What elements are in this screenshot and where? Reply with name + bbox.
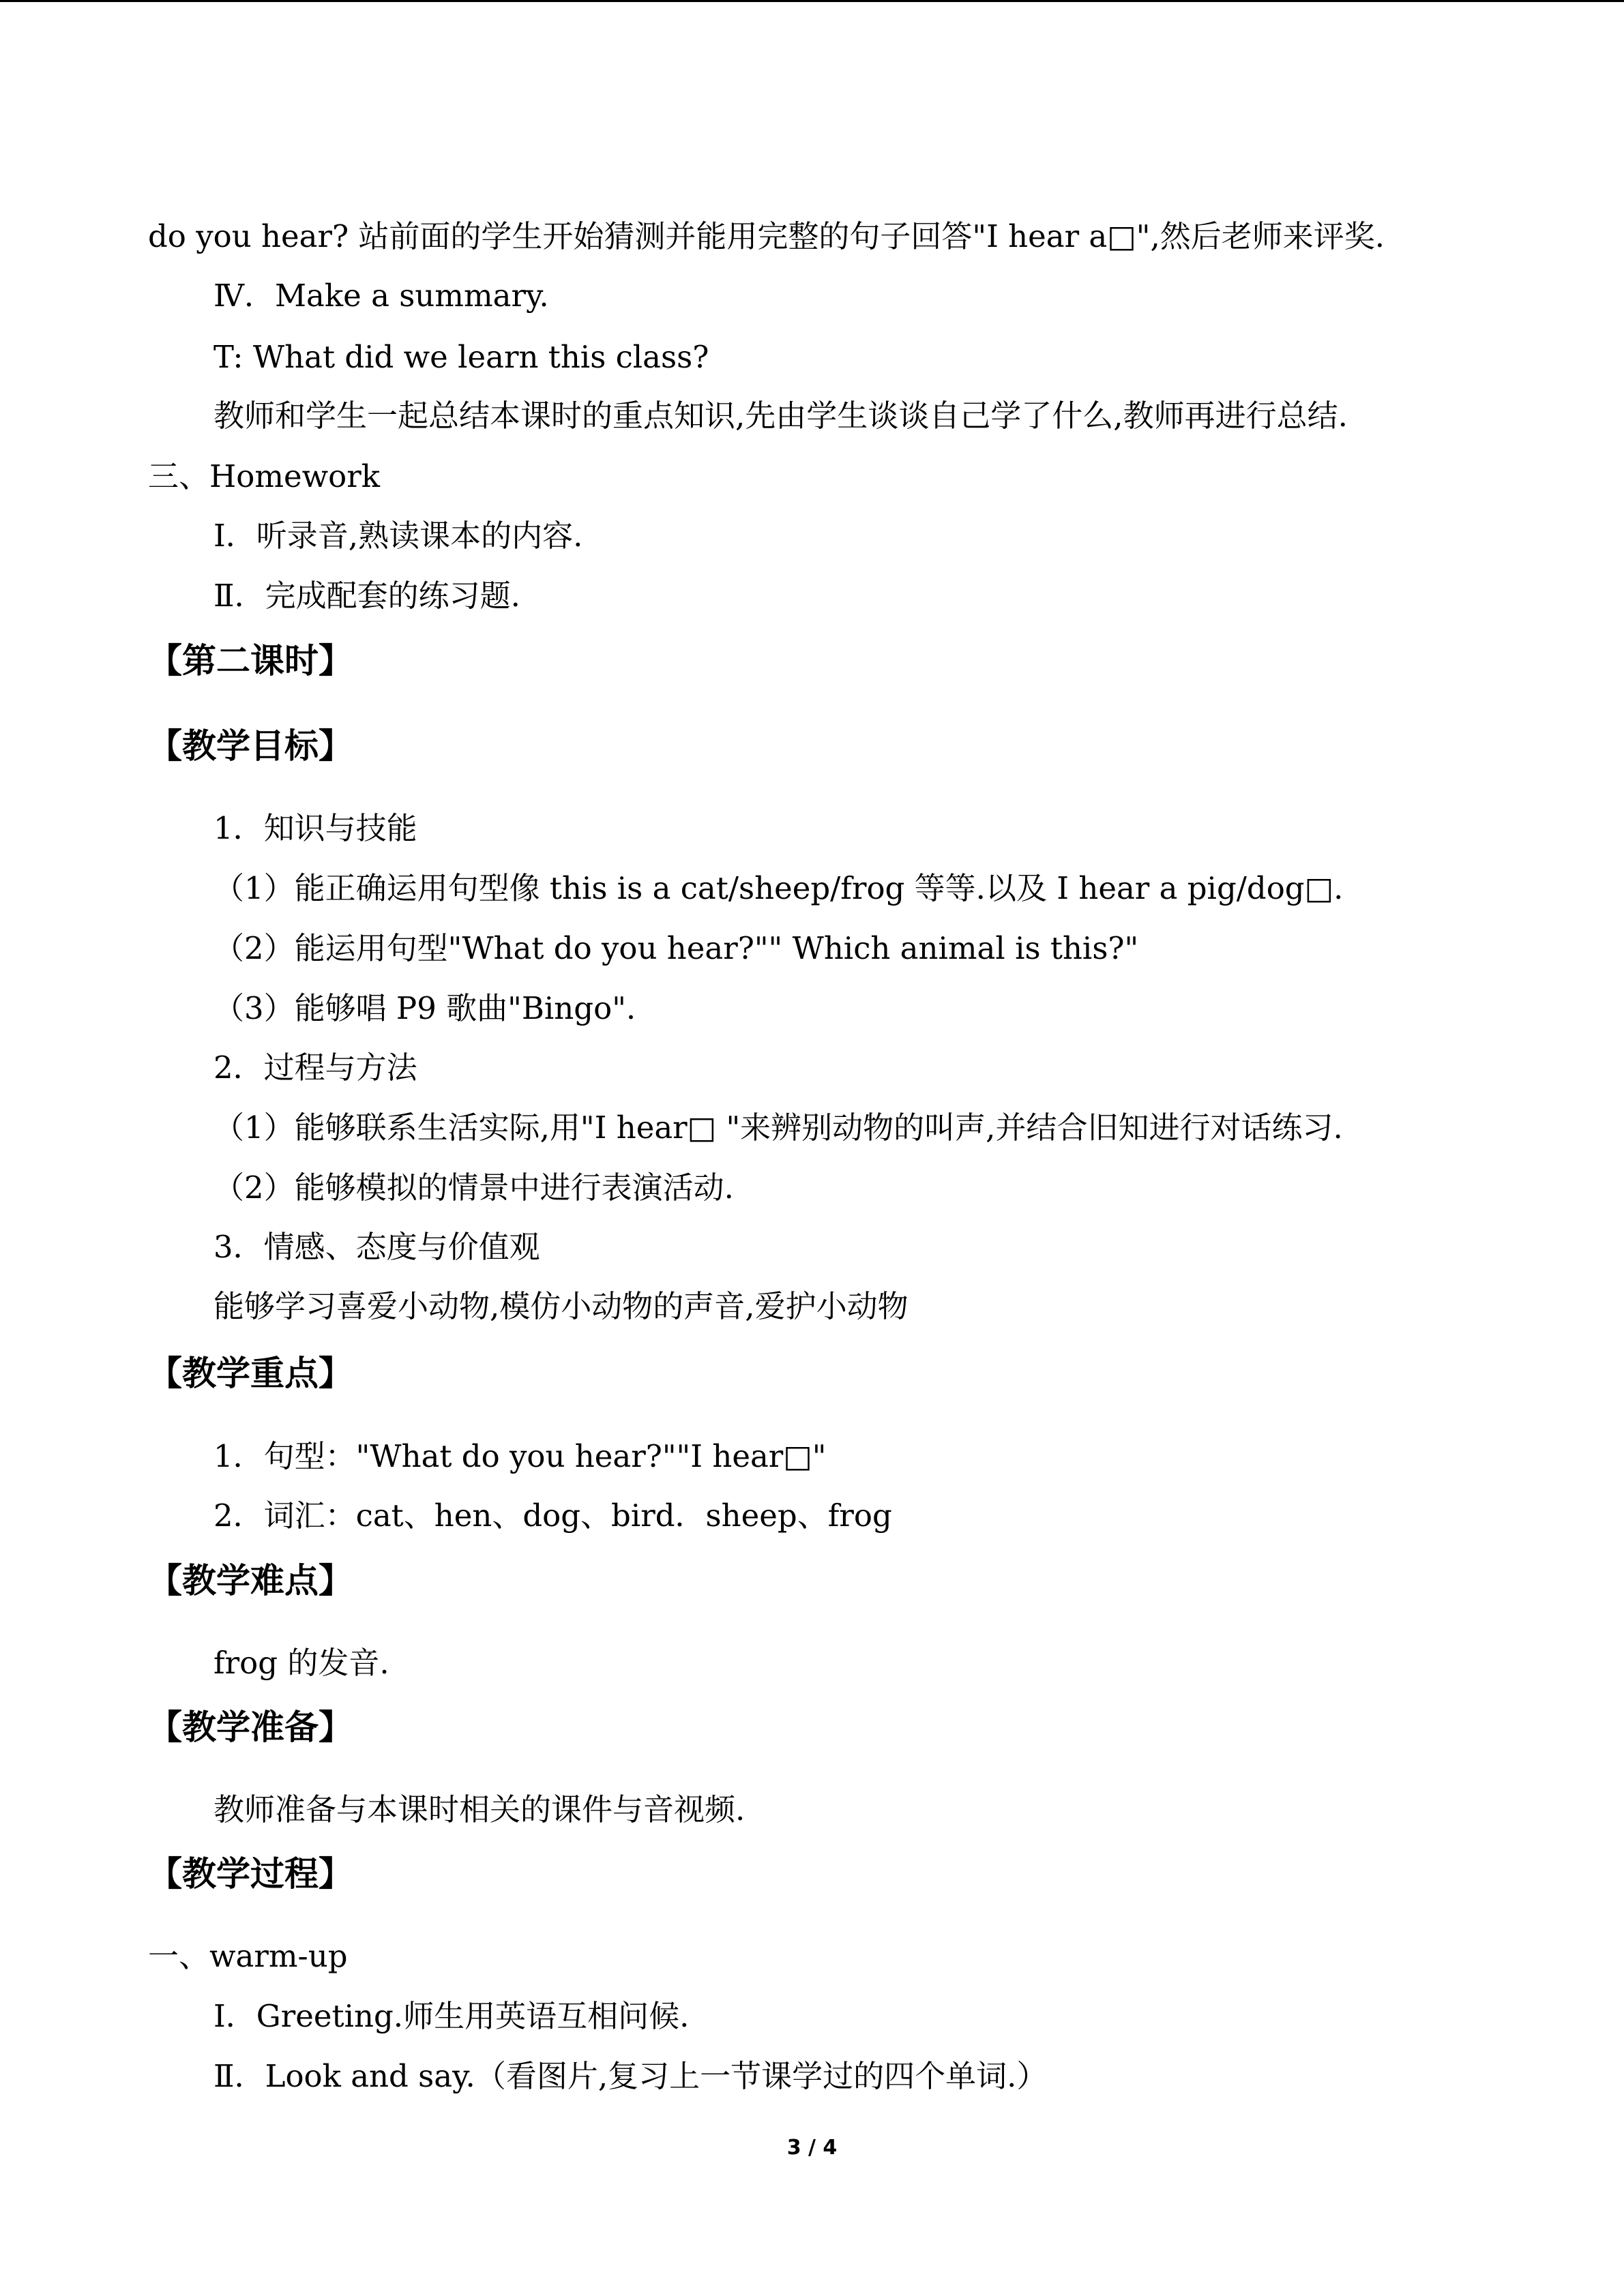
page-top-border [0, 0, 1624, 2]
heading-teaching-goals: 【教学目标】 [148, 726, 353, 766]
list-item: （3）能够唱 P9 歌曲"Bingo". [213, 990, 636, 1026]
subheading: 3．情感、态度与价值观 [213, 1229, 540, 1265]
paragraph-line: T: What did we learn this class? [213, 339, 709, 375]
heading-key-points: 【教学重点】 [148, 1354, 353, 1393]
subheading: 2．过程与方法 [213, 1049, 417, 1086]
list-item: （1）能正确运用句型像 this is a cat/sheep/frog 等等.以及 I hear a pig/dog□. [213, 870, 1344, 906]
section-warm-up: 一、warm-up [148, 1938, 348, 1974]
list-item: 1．句型："What do you hear?""I hear□" [213, 1438, 827, 1474]
list-item: Ⅰ．Greeting.师生用英语互相问候. [213, 1998, 690, 2034]
page-number: 3 / 4 [786, 2136, 838, 2160]
heading-difficulties: 【教学难点】 [148, 1561, 353, 1600]
paragraph-line: 能够学习喜爱小动物,模仿小动物的声音,爱护小动物 [213, 1288, 909, 1324]
step-summary: Ⅳ．Make a summary. [213, 278, 549, 314]
list-item: Ⅱ．Look and say.（看图片,复习上一节课学过的四个单词.） [213, 2058, 1048, 2094]
list-item: （2）能够模拟的情景中进行表演活动. [213, 1169, 734, 1206]
list-item: （2）能运用句型"What do you hear?"" Which animal is this?" [213, 930, 1139, 966]
heading-preparation: 【教学准备】 [148, 1708, 353, 1747]
paragraph-line: 教师准备与本课时相关的课件与音视频. [213, 1791, 745, 1828]
heading-second-lesson: 【第二课时】 [148, 641, 353, 681]
list-item: （1）能够联系生活实际,用"I hear□ "来辨别动物的叫声,并结合旧知进行对话练习. [213, 1109, 1343, 1146]
heading-teaching-process: 【教学过程】 [148, 1854, 353, 1894]
list-item: Ⅰ．听录音,熟读课本的内容. [213, 518, 583, 554]
paragraph-line: frog 的发音. [213, 1645, 389, 1681]
section-homework: 三、Homework [148, 458, 381, 494]
paragraph-line: do you hear? 站前面的学生开始猜测并能用完整的句子回答"I hear a□",然后老师来评奖. [148, 218, 1385, 254]
paragraph-line: 教师和学生一起总结本课时的重点知识,先由学生谈谈自己学了什么,教师再进行总结. [213, 398, 1348, 434]
subheading: 1．知识与技能 [213, 810, 417, 846]
list-item: Ⅱ．完成配套的练习题. [213, 578, 520, 614]
list-item: 2．词汇：cat、hen、dog、bird．sheep、frog [213, 1497, 892, 1534]
